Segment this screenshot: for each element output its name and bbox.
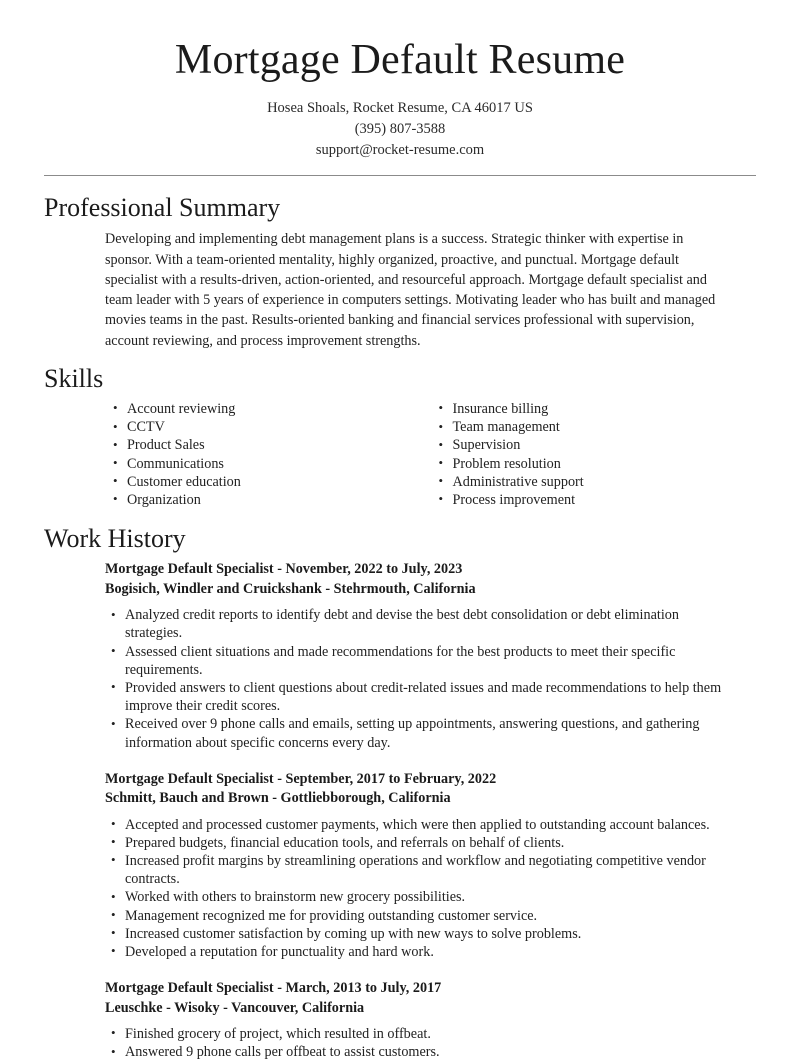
list-item: • Finished grocery of project, which resulted in offbeat. [105,1025,756,1043]
list-item: • Account reviewing [105,400,431,418]
job-separator: - [277,770,282,787]
job-location: Vancouver, California [231,999,365,1016]
summary-text: Developing and implementing debt management plans is a success. Strategic thinker with expertise in sponsor. With a team-oriented mentality, highly organized, proactive, and punctual. Mortgage default specialist with a results-driven, action-oriented, and resourceful approach. Mortgage default specialist and team leader with 5 years of experience in computers settings. Motivating leader who has built and managed movies teams in the past. Results-oriented banking and financial services professional with supervision, account reviewing, and process improvement strengths. [105,231,716,349]
section-professional-summary [44,192,756,350]
job-separator: - [272,790,277,807]
header-divider [44,175,756,176]
list-item: • Provided answers to client questions about credit-related issues and made recommendations to help them improve their credit scores. [105,679,756,715]
page-title: Mortgage Default Resume [174,37,626,83]
list-item: • CCTV [105,418,431,436]
job-bullet-list [105,606,756,752]
list-item: • Communications [105,455,431,473]
work-history-entry [44,560,756,751]
section-work-history [44,523,756,1061]
list-item: • Insurance billing [431,400,757,418]
job-title-line [105,560,756,579]
job-employer-line [105,580,756,599]
section-heading-skills: Skills [44,363,104,393]
job-dates: March, 2013 to July, 2017 [285,980,442,997]
list-item: • Worked with others to brainstorm new grocery possibilities. [105,888,756,906]
list-item: • Assessed client situations and made recommendations for the best products to meet their specific requirements. [105,643,756,679]
work-history-entry [44,979,756,1061]
job-employer: Bogisich, Windler and Cruickshank [105,580,322,597]
skills-list-left [105,400,431,509]
list-item: • Answered 9 phone calls per offbeat to assist customers. [105,1043,756,1061]
list-item: • Administrative support [431,473,757,491]
skills-columns [44,400,756,509]
summary-body [44,229,756,350]
list-item: • Management recognized me for providing outstanding customer service. [105,907,756,925]
section-heading-work-history: Work History [44,524,186,554]
job-title-line [105,979,756,998]
job-separator: - [277,980,282,997]
job-employer: Leuschke - Wisoky [105,999,220,1016]
job-dates: September, 2017 to February, 2022 [285,770,497,787]
job-separator: - [277,561,282,578]
list-item: • Accepted and processed customer payments, which were then applied to outstanding account balances. [105,816,756,834]
job-employer: Schmitt, Bauch and Brown [105,790,269,807]
list-item: • Supervision [431,436,757,454]
list-item: • Team management [431,418,757,436]
list-item: • Increased customer satisfaction by coming up with new ways to solve problems. [105,925,756,943]
skills-column-left [105,400,431,509]
job-location: Stehrmouth, California [333,580,476,597]
job-employer-line [105,999,756,1018]
contact-block [44,98,756,161]
contact-phone: (395) 807-3588 [354,121,446,138]
list-item: • Organization [105,491,431,509]
job-location: Gottliebborough, California [280,790,451,807]
job-title: Mortgage Default Specialist [105,770,274,787]
job-title: Mortgage Default Specialist [105,980,274,997]
list-item: • Prepared budgets, financial education tools, and referrals on behalf of clients. [105,834,756,852]
job-separator: - [223,999,228,1016]
section-heading-summary: Professional Summary [44,193,281,223]
section-skills [44,363,756,509]
job-employer-line [105,789,756,808]
job-title-line [105,770,756,789]
list-item: • Product Sales [105,436,431,454]
job-title: Mortgage Default Specialist [105,561,274,578]
list-item: • Developed a reputation for punctuality and hard work. [105,943,756,961]
list-item: • Increased profit margins by streamlining operations and workflow and negotiating competitive vendor contracts. [105,852,756,888]
job-separator: - [325,580,331,597]
job-bullet-list [105,1025,756,1061]
list-item: • Problem resolution [431,455,757,473]
skills-column-right [431,400,757,509]
list-item: • Received over 9 phone calls and emails, setting up appointments, answering questions, and gathering information about specific concerns every day. [105,715,756,751]
list-item: • Customer education [105,473,431,491]
job-dates: November, 2022 to July, 2023 [285,561,463,578]
skills-list-right [431,400,757,509]
job-bullet-list [105,816,756,962]
work-history-entry [44,770,756,961]
contact-address: Hosea Shoals, Rocket Resume, CA 46017 US [267,100,533,117]
list-item: • Process improvement [431,491,757,509]
list-item: • Analyzed credit reports to identify debt and devise the best debt consolidation or debt elimination strategies. [105,606,756,642]
contact-email: support@rocket-resume.com [315,142,485,159]
